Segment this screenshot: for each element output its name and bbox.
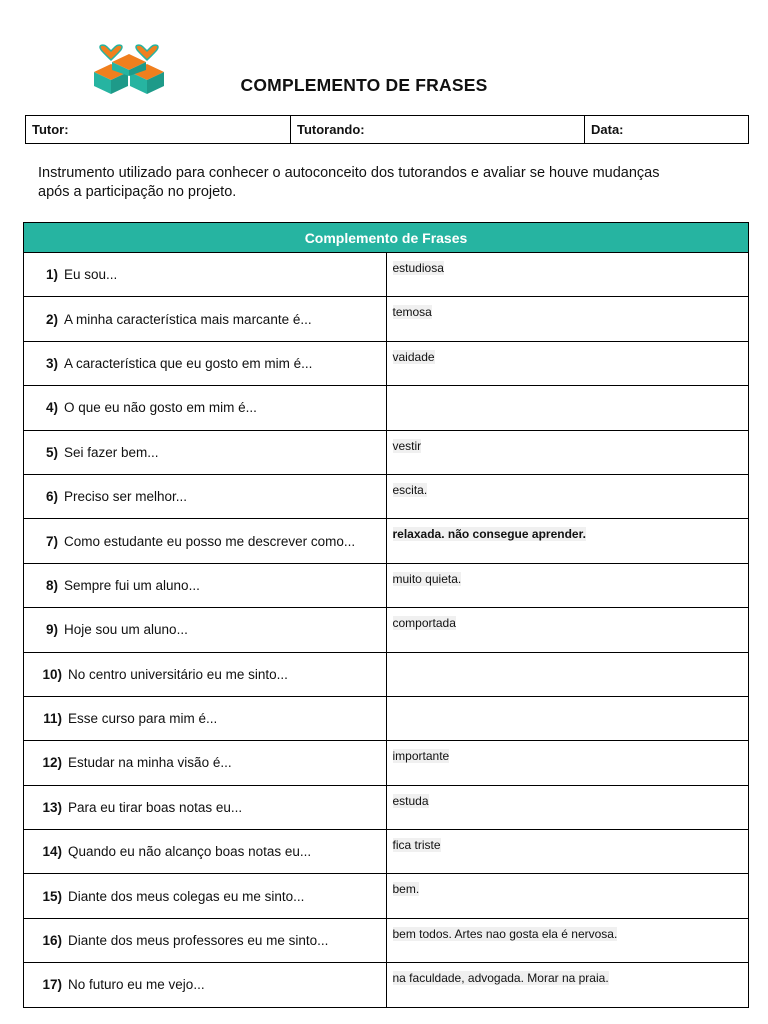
- table-row: [24, 963, 749, 1007]
- question-text: Eu sou...: [64, 267, 118, 283]
- question-text: Para eu tirar boas notas eu...: [68, 799, 243, 815]
- frases-table: [23, 222, 749, 1008]
- table-row: [24, 474, 749, 518]
- table-row: [24, 297, 749, 341]
- question-cell: [24, 785, 387, 829]
- question-number: 8): [45, 577, 58, 593]
- question-cell: [24, 474, 387, 518]
- question-number: 3): [45, 355, 58, 371]
- question-text: Sei fazer bem...: [64, 444, 159, 460]
- question-cell: [24, 341, 387, 385]
- answer-text: vestir: [392, 438, 422, 453]
- answer-cell[interactable]: [386, 874, 749, 918]
- question-text: Diante dos meus professores eu me sinto...: [68, 933, 329, 949]
- table-row: [24, 341, 749, 385]
- question-text: O que eu não gosto em mim é...: [64, 400, 257, 416]
- answer-cell[interactable]: [386, 563, 749, 607]
- table-row: [24, 652, 749, 696]
- question-cell: [24, 741, 387, 785]
- table-row: [24, 830, 749, 874]
- answer-text: estuda: [392, 793, 429, 808]
- question-cell: [24, 608, 387, 652]
- question-number: 15): [42, 888, 62, 904]
- question-text: Estudar na minha visão é...: [68, 755, 232, 771]
- question-number: 4): [45, 400, 58, 416]
- question-text: No futuro eu me vejo...: [68, 977, 205, 993]
- question-text: Como estudante eu posso me descrever como...: [64, 533, 356, 549]
- answer-text: estudiosa: [392, 261, 444, 275]
- answer-cell[interactable]: [386, 474, 749, 518]
- table-row: [24, 253, 749, 297]
- answer-cell[interactable]: [386, 341, 749, 385]
- question-cell: [24, 297, 387, 341]
- header-fields: [25, 115, 749, 144]
- table-header: Complemento de Frases: [24, 223, 749, 253]
- table-row: [24, 563, 749, 607]
- answer-text: fica triste: [392, 838, 441, 853]
- question-number: 2): [45, 311, 58, 327]
- question-cell: [24, 386, 387, 430]
- table-row: [24, 386, 749, 430]
- answer-cell[interactable]: [386, 652, 749, 696]
- question-cell: [24, 830, 387, 874]
- question-text: Quando eu não alcanço boas notas eu...: [68, 844, 312, 860]
- page-title: COMPLEMENTO DE FRASES: [240, 75, 488, 95]
- question-text: A minha característica mais marcante é...: [64, 311, 312, 327]
- answer-cell[interactable]: [386, 696, 749, 740]
- answer-text: muito quieta.: [392, 571, 462, 586]
- answer-cell[interactable]: [386, 297, 749, 341]
- question-cell: [24, 918, 387, 962]
- intro-paragraph: Instrumento utilizado para conhecer o autoconceito dos tutorandos e avaliar se houve mudanças após a participação no projeto.: [38, 165, 660, 200]
- question-number: 11): [43, 711, 62, 727]
- question-number: 7): [45, 533, 58, 549]
- question-text: Diante dos meus colegas eu me sinto...: [68, 888, 305, 904]
- question-number: 16): [42, 933, 62, 949]
- answer-cell[interactable]: [386, 430, 749, 474]
- question-cell: [24, 874, 387, 918]
- answer-text: vaidade: [392, 349, 435, 364]
- question-number: 5): [45, 444, 58, 460]
- answer-text: relaxada. não consegue aprender.: [392, 527, 586, 542]
- question-cell: [24, 430, 387, 474]
- question-text: Esse curso para mim é...: [68, 711, 218, 727]
- answer-cell[interactable]: [386, 386, 749, 430]
- answer-cell[interactable]: [386, 830, 749, 874]
- answer-text: na faculdade, advogada. Morar na praia.: [392, 971, 609, 986]
- question-text: A característica que eu gosto em mim é...: [64, 355, 313, 371]
- answer-cell[interactable]: [386, 963, 749, 1007]
- answer-cell[interactable]: [386, 608, 749, 652]
- table-row: [24, 519, 749, 563]
- answer-cell[interactable]: [386, 519, 749, 563]
- question-number: 12): [42, 755, 62, 771]
- question-number: 6): [45, 489, 58, 505]
- answer-text: bem.: [392, 882, 420, 897]
- table-row: [24, 608, 749, 652]
- answer-cell[interactable]: [386, 253, 749, 297]
- answer-text: comportada: [392, 616, 456, 631]
- tutorando-field[interactable]: Tutorando:: [290, 116, 584, 143]
- question-number: 9): [45, 622, 58, 638]
- question-number: 14): [42, 844, 62, 860]
- table-row: [24, 918, 749, 962]
- answer-cell[interactable]: [386, 918, 749, 962]
- question-text: No centro universitário eu me sinto...: [68, 666, 288, 682]
- table-row: [24, 785, 749, 829]
- question-cell: [24, 652, 387, 696]
- table-row: [24, 430, 749, 474]
- tutor-field[interactable]: Tutor:: [32, 122, 69, 137]
- table-row: [24, 696, 749, 740]
- answer-cell[interactable]: [386, 741, 749, 785]
- question-text: Hoje sou um aluno...: [64, 622, 188, 638]
- question-text: Preciso ser melhor...: [64, 489, 188, 505]
- question-cell: [24, 963, 387, 1007]
- answer-text: escita.: [392, 482, 428, 497]
- question-cell: [24, 563, 387, 607]
- question-cell: [24, 253, 387, 297]
- date-field[interactable]: Data:: [584, 116, 748, 143]
- question-cell: [24, 696, 387, 740]
- question-number: 13): [42, 799, 62, 815]
- answer-text: importante: [392, 749, 450, 764]
- question-number: 17): [42, 977, 62, 993]
- answer-cell[interactable]: [386, 785, 749, 829]
- question-number: 10): [42, 666, 62, 682]
- answer-text: bem todos. Artes nao gosta ela é nervosa.: [392, 926, 618, 941]
- answer-text: temosa: [392, 305, 432, 320]
- table-row: [24, 874, 749, 918]
- question-text: Sempre fui um aluno...: [64, 577, 200, 593]
- table-row: [24, 741, 749, 785]
- question-number: 1): [45, 267, 58, 283]
- question-cell: [24, 519, 387, 563]
